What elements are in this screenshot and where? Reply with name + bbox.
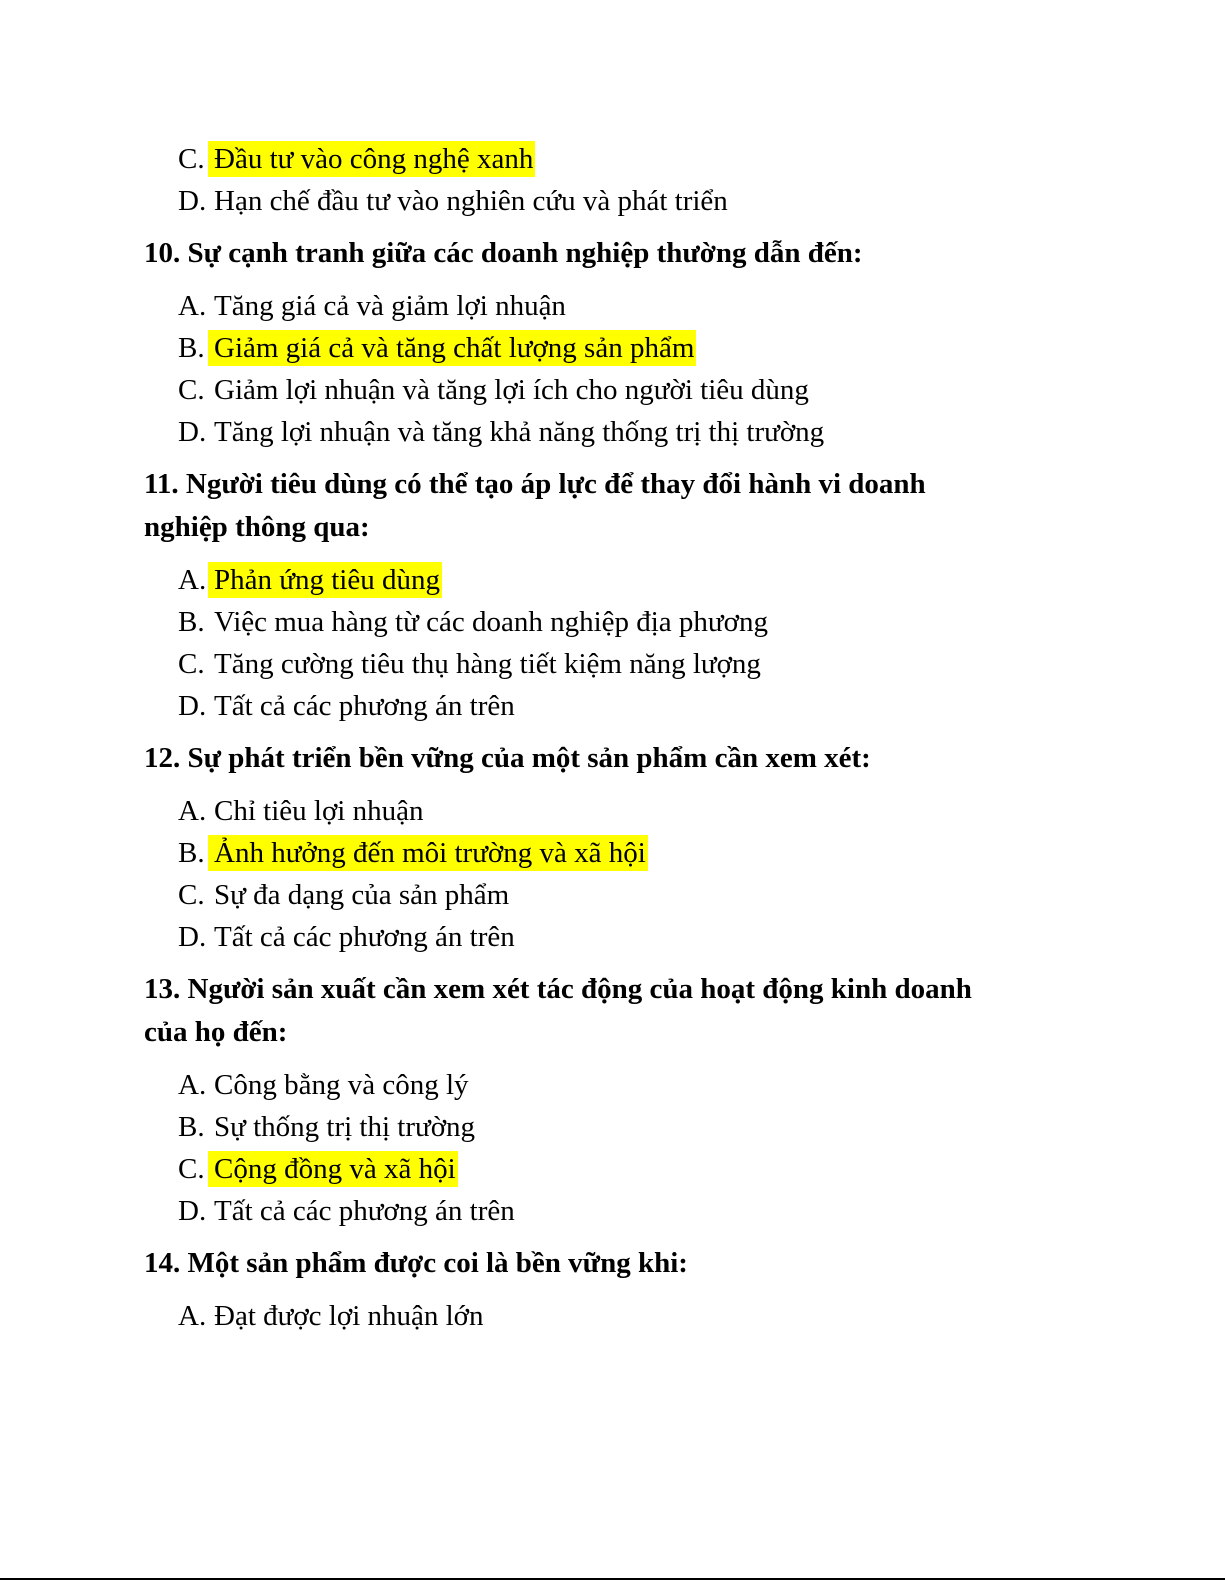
question-11-options <box>144 559 1084 727</box>
question-11-title-line2: nghiệp thông qua: <box>144 511 370 543</box>
option-letter: A. <box>178 564 207 596</box>
option-letter: D. <box>178 185 207 217</box>
option-text: Hạn chế đầu tư vào nghiên cứu và phát triển <box>214 185 728 217</box>
option-a <box>144 1295 1084 1337</box>
option-letter: D. <box>178 416 207 448</box>
option-b <box>144 832 1084 874</box>
option-letter: C. <box>178 879 205 911</box>
option-c <box>144 138 1084 180</box>
option-text: Công bằng và công lý <box>214 1069 469 1101</box>
option-letter: C. <box>178 143 205 175</box>
option-d <box>144 180 1084 222</box>
option-letter: C. <box>178 648 205 680</box>
answer-highlight: Đầu tư vào công nghệ xanh <box>208 141 535 177</box>
quiz-content <box>144 138 1084 1337</box>
page-bottom-border <box>0 1578 1225 1580</box>
answer-highlight: Giảm giá cả và tăng chất lượng sản phẩm <box>208 330 696 366</box>
option-d <box>144 916 1084 958</box>
option-text: Tất cả các phương án trên <box>214 690 515 722</box>
option-a <box>144 790 1084 832</box>
option-letter: D. <box>178 921 207 953</box>
question-11-title-line1: 11. Người tiêu dùng có thể tạo áp lực để thay đổi hành vi doanh <box>144 468 926 500</box>
option-c <box>144 643 1084 685</box>
option-a <box>144 1064 1084 1106</box>
option-text: Sự thống trị thị trường <box>214 1111 476 1143</box>
option-b <box>144 1106 1084 1148</box>
option-text: Đạt được lợi nhuận lớn <box>214 1300 484 1332</box>
option-letter: B. <box>178 1111 205 1143</box>
option-c <box>144 874 1084 916</box>
option-letter: A. <box>178 1069 207 1101</box>
question-11-title <box>144 463 1084 549</box>
option-letter: B. <box>178 606 205 638</box>
question-13-options <box>144 1064 1084 1232</box>
question-10-title: 10. Sự cạnh tranh giữa các doanh nghiệp thường dẫn đến: <box>144 237 863 269</box>
option-d <box>144 1190 1084 1232</box>
option-d <box>144 685 1084 727</box>
option-b <box>144 327 1084 369</box>
option-d <box>144 411 1084 453</box>
option-letter: A. <box>178 1300 207 1332</box>
option-letter: B. <box>178 837 205 869</box>
question-14-options <box>144 1295 1084 1337</box>
question-12-options <box>144 790 1084 958</box>
option-letter: C. <box>178 374 205 406</box>
option-text: Việc mua hàng từ các doanh nghiệp địa phương <box>214 606 768 638</box>
option-text: Tăng lợi nhuận và tăng khả năng thống trị thị trường <box>214 416 825 448</box>
prev-question-options <box>144 138 1084 222</box>
option-a <box>144 559 1084 601</box>
option-letter: A. <box>178 795 207 827</box>
option-text: Tất cả các phương án trên <box>214 921 515 953</box>
question-12-title: 12. Sự phát triển bền vững của một sản phẩm cần xem xét: <box>144 742 871 774</box>
option-text: Giảm lợi nhuận và tăng lợi ích cho người tiêu dùng <box>214 374 809 406</box>
option-text: Tất cả các phương án trên <box>214 1195 515 1227</box>
answer-highlight: Ảnh hưởng đến môi trường và xã hội <box>208 835 648 871</box>
option-text: Tăng cường tiêu thụ hàng tiết kiệm năng lượng <box>214 648 761 680</box>
option-letter: D. <box>178 690 207 722</box>
answer-highlight: Phản ứng tiêu dùng <box>208 562 442 598</box>
question-13-title <box>144 968 1084 1054</box>
option-c <box>144 1148 1084 1190</box>
answer-highlight: Cộng đồng và xã hội <box>208 1151 458 1187</box>
option-text: Chỉ tiêu lợi nhuận <box>214 795 424 827</box>
option-b <box>144 601 1084 643</box>
option-a <box>144 285 1084 327</box>
option-c <box>144 369 1084 411</box>
question-10-options <box>144 285 1084 453</box>
option-letter: C. <box>178 1153 205 1185</box>
question-13-title-line1: 13. Người sản xuất cần xem xét tác động của hoạt động kinh doanh <box>144 973 972 1005</box>
question-13-title-line2: của họ đến: <box>144 1016 288 1048</box>
option-letter: A. <box>178 290 207 322</box>
option-letter: D. <box>178 1195 207 1227</box>
option-text: Sự đa dạng của sản phẩm <box>214 879 510 911</box>
option-text: Tăng giá cả và giảm lợi nhuận <box>214 290 566 322</box>
question-14-title: 14. Một sản phẩm được coi là bền vững khi: <box>144 1247 688 1279</box>
option-letter: B. <box>178 332 205 364</box>
